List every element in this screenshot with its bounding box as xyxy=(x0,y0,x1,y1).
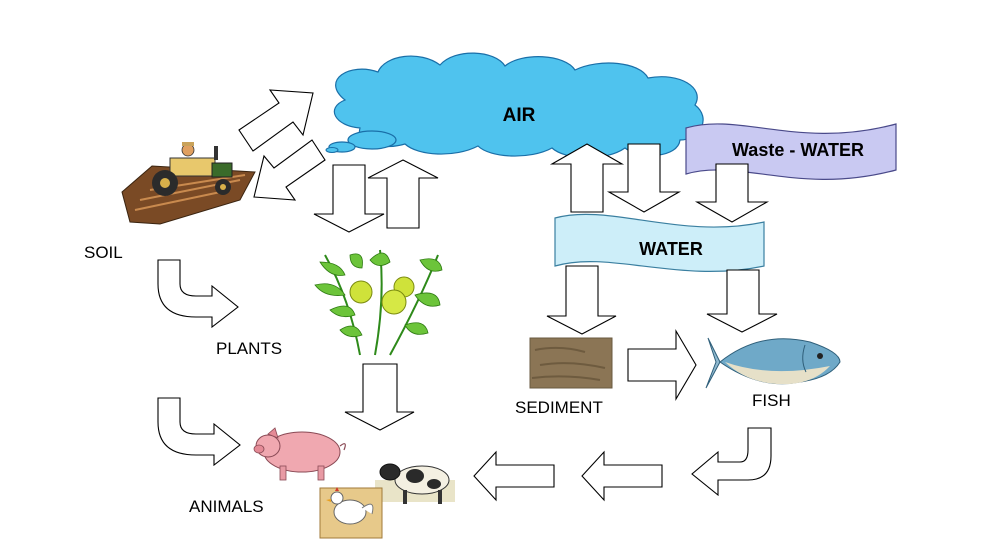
air-cloud xyxy=(326,53,703,158)
soil-label: SOIL xyxy=(84,243,123,262)
water-to-sediment-arrow xyxy=(547,266,616,334)
sediment-icon xyxy=(530,338,612,388)
soil-to-air-arrow xyxy=(239,90,313,151)
air-label: AIR xyxy=(502,105,536,126)
plants-to-animals-arrow xyxy=(345,364,414,430)
plants-to-air-arrow xyxy=(368,160,438,228)
water-label: WATER xyxy=(639,239,703,259)
fish-label: FISH xyxy=(752,391,791,410)
plant-icon xyxy=(315,250,442,355)
waste-water-label: Waste - WATER xyxy=(731,140,865,160)
left-arrow-1 xyxy=(474,452,554,500)
animals-label: ANIMALS xyxy=(189,497,264,516)
air-to-water-arrow xyxy=(609,144,679,212)
water-to-fish-arrow xyxy=(707,270,777,332)
water-banner xyxy=(555,214,764,271)
left-arrow-2 xyxy=(582,452,662,500)
air-to-soil-arrow xyxy=(254,140,325,200)
sediment-to-fish-arrow xyxy=(628,331,696,399)
fish-icon xyxy=(706,338,840,388)
soil-to-animals-arrow xyxy=(158,398,240,465)
fish-to-animals-curve-arrow xyxy=(692,428,771,495)
tractor-icon xyxy=(122,142,255,224)
sediment-label: SEDIMENT xyxy=(515,398,603,417)
chicken-icon xyxy=(320,487,382,538)
cow-icon xyxy=(375,464,455,504)
pig-icon xyxy=(254,428,345,480)
soil-to-plants-arrow xyxy=(158,260,238,327)
plants-label: PLANTS xyxy=(216,339,283,358)
